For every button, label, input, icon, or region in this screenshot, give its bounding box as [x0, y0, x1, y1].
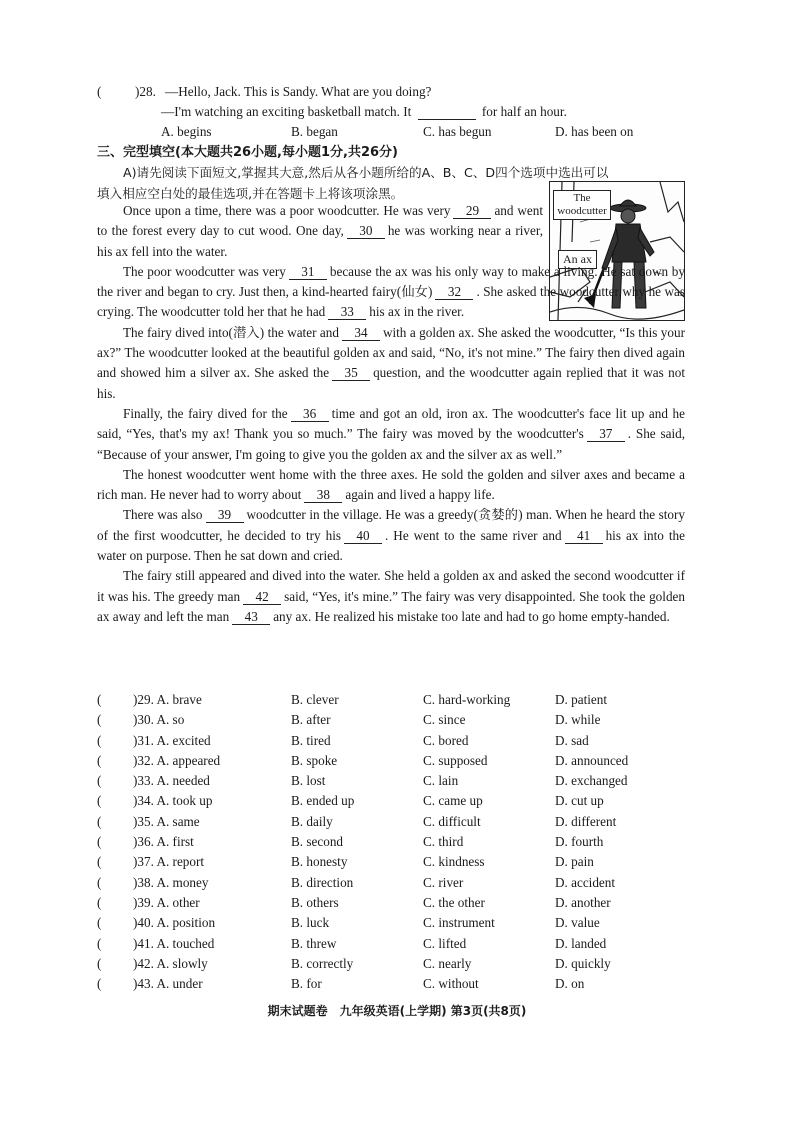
- paragraph-7: [97, 566, 685, 627]
- option-c: C. bored: [423, 732, 469, 748]
- text-segment: said, “Yes, it's mine.” The fairy was very disappointed. She took the golden ax away and left the man: [97, 588, 685, 624]
- q28-dialogue-line2a: —I'm watching an exciting basketball match. It: [161, 104, 412, 119]
- option-b: B. direction: [291, 874, 354, 890]
- blank-38: 38: [304, 487, 342, 503]
- q28-blank: [418, 104, 476, 120]
- question-row: [97, 791, 697, 811]
- answer-paren: (: [97, 955, 102, 971]
- text-segment: . She asked the woodcutter why he was crying. The woodcutter told her that he had: [97, 284, 685, 320]
- answer-paren: (: [97, 813, 102, 829]
- option-a: )43. A. under: [133, 976, 203, 992]
- option-b: B. lost: [291, 773, 326, 789]
- text-segment: with a golden ax. She asked the woodcutter, “Is this your ax?” The woodcutter looked at the beautiful golden ax and said, “No, it's not mine.” The fairy then dived again and showed him a silver ax. She asked the: [97, 324, 685, 381]
- question-number: )28.: [135, 84, 156, 99]
- question-row: [97, 771, 697, 791]
- option-b: B. tired: [291, 732, 331, 748]
- answer-paren: (: [97, 915, 102, 931]
- option-c: C. river: [423, 874, 464, 890]
- answer-paren: (: [97, 692, 102, 707]
- q28-line2: [97, 102, 697, 122]
- q28-option-b: B. began: [291, 124, 338, 140]
- option-d: D. quickly: [555, 955, 611, 971]
- option-c: C. since: [423, 712, 466, 728]
- option-b: B. threw: [291, 935, 337, 951]
- blank-37: 37: [587, 426, 625, 442]
- text-segment: woodcutter in the village. He was a greedy(贪婪的) man. When he heard the story of the first woodcutter, he decided to try his: [97, 507, 686, 543]
- answer-paren: (: [97, 834, 102, 850]
- text-segment: his ax into the water on purpose. Then he sat down and cried.: [97, 527, 685, 564]
- option-a: )37. A. report: [133, 854, 205, 870]
- option-c: C. the other: [423, 894, 485, 910]
- option-c: C. lain: [423, 773, 459, 789]
- blank-31: 31: [289, 264, 327, 280]
- paragraph-2: [97, 262, 685, 323]
- blank-40: 40: [344, 528, 382, 544]
- answer-paren: (: [97, 976, 102, 992]
- text-segment: and went to the forest every day to cut wood. One day,: [97, 203, 543, 239]
- cloze-passage: [97, 201, 685, 627]
- option-c: C. instrument: [423, 915, 495, 931]
- text-segment: . She said, “Because of your answer, I'm going to give you the golden ax and the silver ax as well.”: [97, 426, 685, 462]
- q28-options: [97, 122, 697, 142]
- option-a: )40. A. position: [133, 915, 216, 931]
- option-b: B. luck: [291, 915, 330, 931]
- answer-paren: (: [97, 732, 102, 748]
- option-b: B. for: [291, 976, 322, 992]
- option-d: D. value: [555, 915, 600, 931]
- q28-option-a: A. begins: [161, 124, 212, 140]
- answer-paren: (: [97, 84, 102, 99]
- option-a: )41. A. touched: [133, 935, 215, 951]
- text-segment: his ax in the river.: [369, 304, 465, 320]
- blank-34: 34: [342, 325, 380, 341]
- option-b: B. ended up: [291, 793, 355, 809]
- option-a: )34. A. took up: [133, 793, 213, 809]
- option-a: )38. A. money: [133, 874, 209, 890]
- text-segment: he was working near a river, his ax fell into the water.: [97, 223, 543, 259]
- option-a: )33. A. needed: [133, 773, 210, 789]
- text-segment: Finally, the fairy dived for the: [123, 405, 288, 421]
- option-c: C. difficult: [423, 813, 481, 829]
- option-c: C. third: [423, 834, 464, 850]
- paragraph-1: [97, 201, 543, 262]
- option-d: D. on: [555, 976, 585, 992]
- blank-42: 42: [243, 589, 281, 605]
- answer-paren: (: [97, 712, 102, 728]
- text-segment: because the ax was his only way to make a living. He sat down by the river and began to cry. Just then, a kind-hearted fairy(仙女): [97, 263, 685, 300]
- paragraph-4: [97, 404, 685, 465]
- answer-paren: (: [97, 752, 102, 768]
- blank-43: 43: [232, 609, 270, 625]
- question-row: [97, 690, 697, 710]
- text-segment: time and got an old, iron ax. The woodcutter's face lit up and he said, “Yes, that's my ax! Thank you so much.” The fairy was moved by the woodcutter's: [97, 405, 685, 442]
- option-a: )36. A. first: [133, 834, 194, 850]
- option-d: D. different: [555, 813, 617, 829]
- option-d: D. accident: [555, 874, 616, 890]
- question-row: [97, 974, 697, 994]
- question-row: [97, 934, 697, 954]
- option-d: D. patient: [555, 692, 608, 707]
- q28-dialogue-line1: —Hello, Jack. This is Sandy. What are you doing?: [165, 84, 432, 99]
- instruction-line1: A)请先阅读下面短文,掌握其大意,然后从各小题所给的A、B、C、D四个选项中选出可以: [123, 165, 609, 180]
- q28-dialogue-line2b: for half an hour.: [481, 104, 567, 119]
- options-list: [97, 690, 697, 994]
- option-b: B. correctly: [291, 955, 354, 971]
- question-row: [97, 731, 697, 751]
- option-d: D. pain: [555, 854, 594, 870]
- option-c: C. came up: [423, 793, 483, 809]
- blank-32: 32: [435, 284, 473, 300]
- answer-paren: (: [97, 773, 102, 789]
- answer-paren: (: [97, 854, 102, 870]
- question-row: [97, 954, 697, 974]
- text-segment: There was also: [123, 507, 203, 523]
- option-c: C. without: [423, 976, 479, 992]
- blank-29: 29: [453, 203, 491, 219]
- text-segment: The poor woodcutter was very: [123, 263, 286, 279]
- option-d: D. fourth: [555, 834, 604, 850]
- blank-30: 30: [347, 223, 385, 239]
- question-row: [97, 873, 697, 893]
- text-segment: Once upon a time, there was a poor woodcutter. He was very: [123, 203, 451, 218]
- answer-paren: (: [97, 874, 102, 890]
- text-segment: . He went to the same river and: [385, 527, 562, 543]
- option-d: D. another: [555, 894, 611, 910]
- option-d: D. announced: [555, 752, 629, 768]
- option-d: D. cut up: [555, 793, 604, 809]
- q28-option-d: D. has been on: [555, 124, 634, 140]
- text-segment: again and lived a happy life.: [345, 487, 495, 503]
- text-segment: The fairy dived into(潜入) the water and: [123, 324, 339, 340]
- question-row: [97, 893, 697, 913]
- answer-paren: (: [97, 935, 102, 951]
- q28-option-c: C. has begun: [423, 124, 492, 140]
- option-b: B. after: [291, 712, 331, 728]
- question-row: [97, 852, 697, 872]
- option-a: )30. A. so: [133, 712, 185, 728]
- blank-41: 41: [565, 528, 603, 544]
- section-title: 三、完型填空(本大题共26小题,每小题1分,共26分): [97, 145, 398, 160]
- option-a: )32. A. appeared: [133, 752, 221, 768]
- option-b: B. others: [291, 894, 339, 910]
- option-c: C. nearly: [423, 955, 472, 971]
- option-a: )39. A. other: [133, 894, 200, 910]
- text-segment: The honest woodcutter went home with the three axes. He sold the golden and silver axes and became a rich man. He never had to worry about: [97, 466, 685, 503]
- answer-paren: (: [97, 894, 102, 910]
- answer-paren: (: [97, 793, 102, 809]
- option-b: B. daily: [291, 813, 333, 829]
- option-a: )31. A. excited: [133, 732, 211, 748]
- question-row: [97, 832, 697, 852]
- question-28: [97, 82, 697, 143]
- paragraph-5: [97, 465, 685, 506]
- option-a: )42. A. slowly: [133, 955, 208, 971]
- blank-39: 39: [206, 507, 244, 523]
- question-row: [97, 913, 697, 933]
- option-d: D. while: [555, 712, 601, 728]
- option-b: B. spoke: [291, 752, 338, 768]
- q28-line1: [97, 82, 697, 102]
- option-b: B. second: [291, 834, 344, 850]
- question-row: [97, 710, 697, 730]
- blank-36: 36: [291, 406, 329, 422]
- option-c: C. supposed: [423, 752, 488, 768]
- page-footer: 期末试题卷 九年级英语(上学期) 第3页(共8页): [267, 1004, 527, 1018]
- instruction-line2: 填入相应空白处的最佳选项,并在答题卡上将该项涂黑。: [97, 185, 404, 201]
- text-segment: The fairy still appeared and dived into the water. She held a golden ax and asked the second woodcutter if it was his. The greedy man: [97, 568, 685, 604]
- question-row: [97, 812, 697, 832]
- paragraph-6: [97, 505, 685, 566]
- option-d: D. exchanged: [555, 773, 628, 789]
- question-row: [97, 751, 697, 771]
- option-a: )29. A. brave: [133, 692, 202, 707]
- option-d: D. landed: [555, 935, 607, 951]
- paragraph-3: [97, 323, 685, 404]
- blank-35: 35: [332, 365, 370, 381]
- option-b: B. honesty: [291, 854, 348, 870]
- option-c: C. lifted: [423, 935, 467, 951]
- option-a: )35. A. same: [133, 813, 200, 829]
- option-b: B. clever: [291, 692, 339, 707]
- option-c: C. kindness: [423, 854, 485, 870]
- option-d: D. sad: [555, 732, 589, 748]
- label-woodcutter: The woodcutter: [553, 190, 611, 220]
- blank-33: 33: [328, 304, 366, 320]
- option-c: C. hard-working: [423, 692, 511, 707]
- text-segment: question, and the woodcutter again replied that it was not his.: [97, 365, 685, 401]
- text-segment: any ax. He realized his mistake too late and had to go home empty-handed.: [273, 608, 670, 624]
- label-ax: An ax: [558, 250, 597, 269]
